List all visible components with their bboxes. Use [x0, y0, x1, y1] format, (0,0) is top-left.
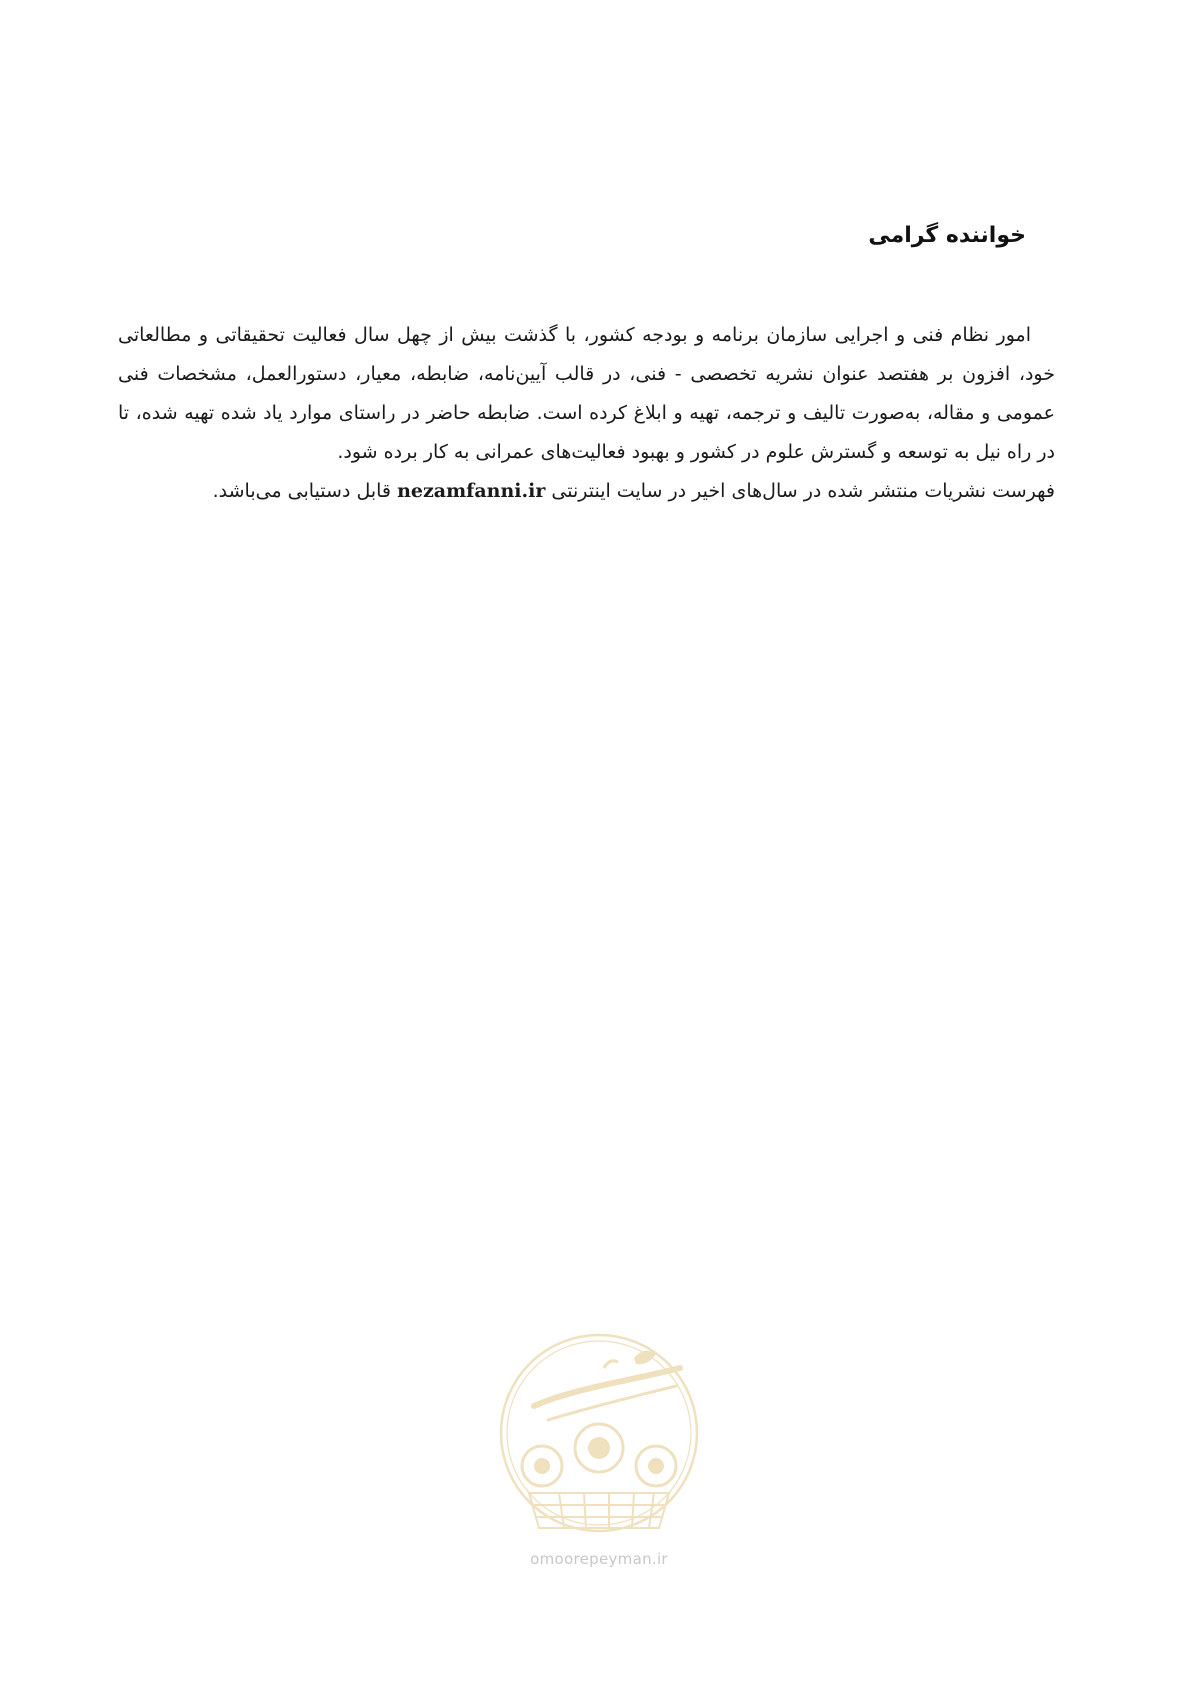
publications-line-end: قابل دستیابی می‌باشد.	[212, 480, 392, 502]
intro-paragraph: امور نظام فنی و اجرایی سازمان برنامه و بودجه کشور، با گذشت بیش از چهل سال فعالیت تحقیقاتی و مطالعاتی خود، افزون بر هفتصد عنوان نشریه تخصصی - فنی، در قالب آیین‌نامه، ضابطه، معیار، دستورالعمل، مشخصات فنی عمومی و مقاله، به‌صورت تالیف و ترجمه، تهیه و ابلاغ کرده است. ضابطه حاضر در راستای موارد یاد شده تهیه شده، تا در راه نیل به توسعه و گسترش علوم در کشور و بهبود فعالیت‌های عمرانی به کار برده شود.	[118, 324, 1055, 463]
watermark-caption: omoorepeyman.ir	[530, 1550, 668, 1568]
publications-line	[118, 472, 1055, 511]
body-text	[118, 316, 1055, 511]
publications-line-start: فهرست نشریات منتشر شده در سال‌های اخیر در سایت اینترنتی	[551, 480, 1055, 502]
watermark-logo	[484, 1328, 714, 1598]
page-heading: خواننده گرامی	[868, 223, 1026, 248]
watermark-seal-icon	[484, 1328, 714, 1543]
website-link: nezamfanni.ir	[397, 480, 546, 502]
